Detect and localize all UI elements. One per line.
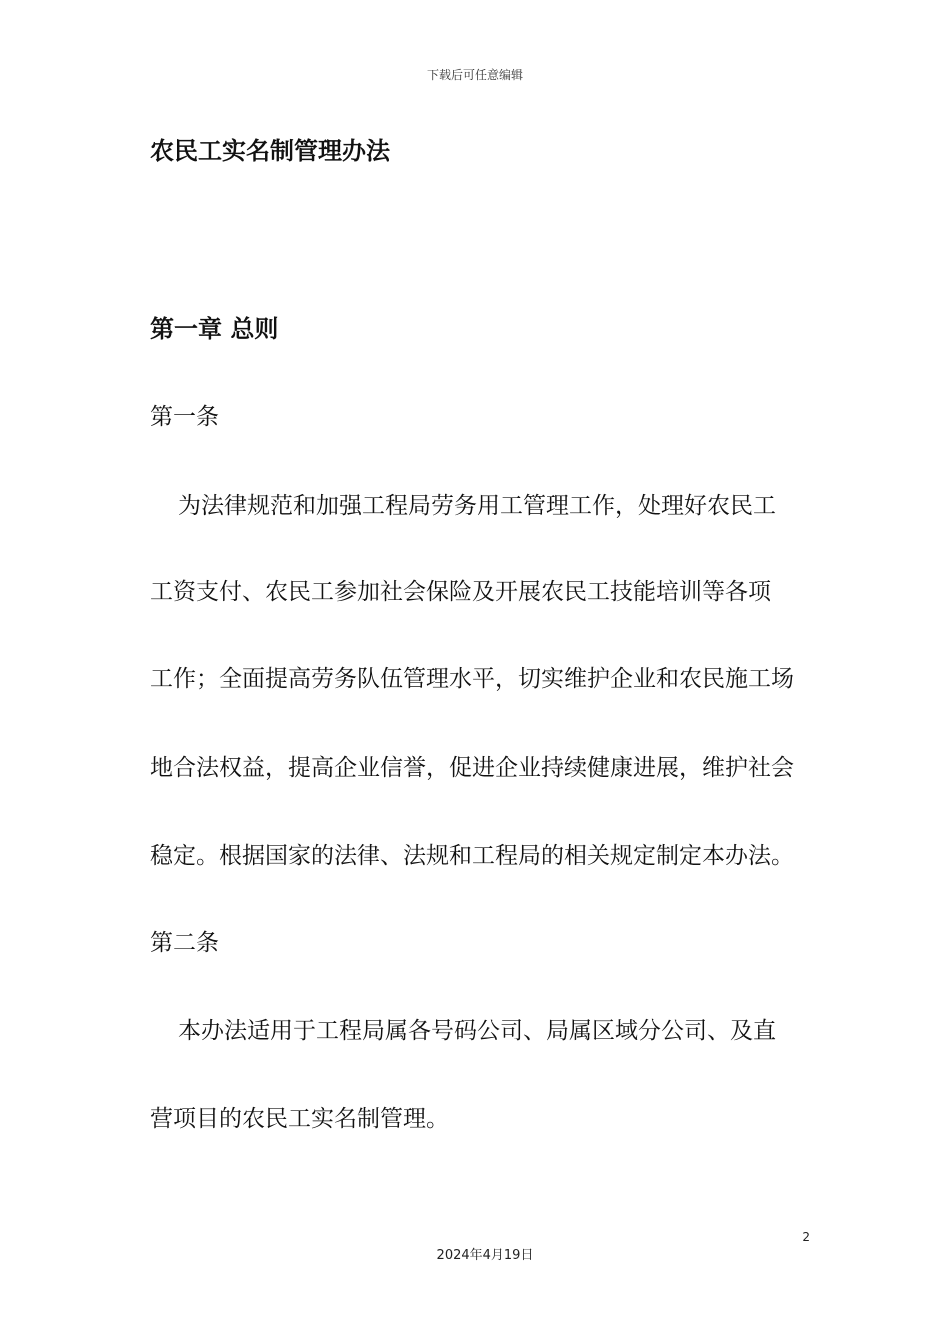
article-1-line: 工作；全面提高劳务队伍管理水平，切实维护企业和农民施工场 [150,666,794,692]
article-1-line: 稳定。根据国家的法律、法规和工程局的相关规定制定本办法。 [150,843,794,869]
article-2-heading: 第二条 [150,930,219,956]
article-2-line: 本办法适用于工程局属各号码公司、局属区域分公司、及直 [178,1018,776,1044]
header-note: 下载后可任意编辑 [426,68,523,82]
article-1-heading: 第一条 [150,404,219,430]
chapter-title: 第一章 总则 [150,315,279,343]
article-1-line: 为法律规范和加强工程局劳务用工管理工作，处理好农民工 [178,493,776,519]
page-number: 2 [802,1230,810,1244]
document-title: 农民工实名制管理办法 [150,137,390,165]
article-2-line: 营项目的农民工实名制管理。 [150,1106,449,1132]
footer-date: 2024年4月19日 [436,1248,534,1263]
article-1-line: 地合法权益，提高企业信誉，促进企业持续健康进展，维护社会 [150,755,794,781]
article-1-line: 工资支付、农民工参加社会保险及开展农民工技能培训等各项 [150,579,771,605]
